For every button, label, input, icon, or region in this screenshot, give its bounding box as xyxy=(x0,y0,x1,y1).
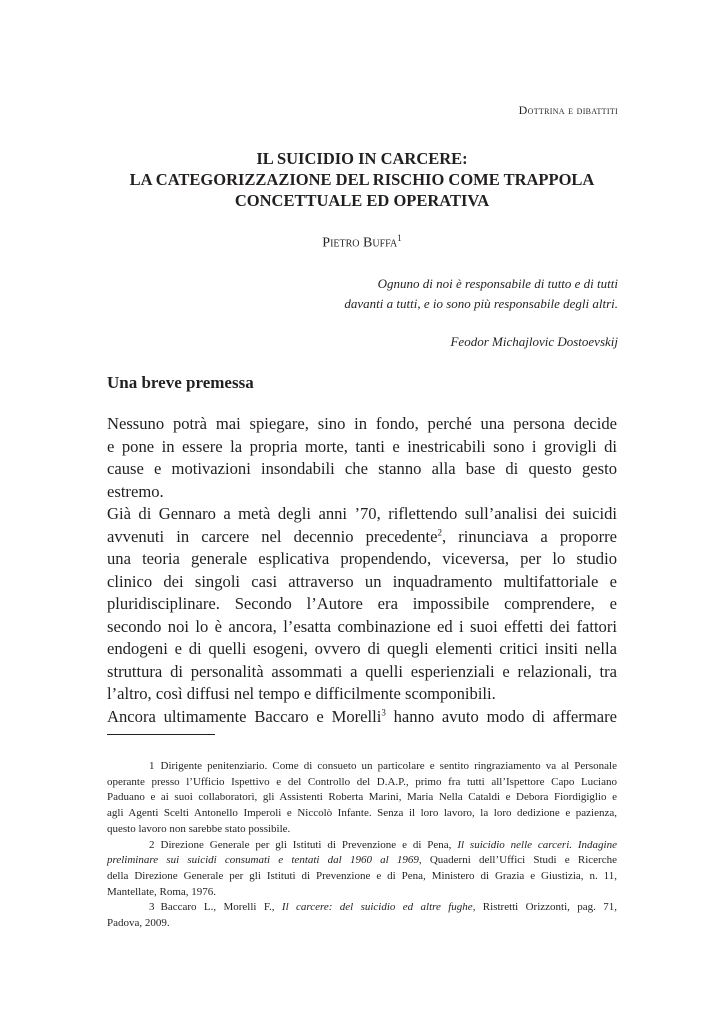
epigraph-attribution: Feodor Michajlovic Dostoevskij xyxy=(450,334,618,349)
body-line: e pone in essere la propria morte, tanti e inestricabili sono i grovigli di xyxy=(107,436,617,456)
title-line: LA CATEGORIZZAZIONE DEL RISCHIO COME TRAPPOLA xyxy=(129,170,595,189)
epigraph xyxy=(344,274,618,314)
title-line: CONCETTUALE ED OPERATIVA xyxy=(234,191,490,210)
footnote-line: Padova, 2009. xyxy=(107,917,170,930)
body-line: una teoria generale esplicativa propendendo, viceversa, per lo studio xyxy=(107,549,617,568)
footnote-title: Il suicidio nelle carceri. Indagine xyxy=(457,838,617,851)
body-line xyxy=(107,706,617,729)
footnote-text: Direzione Generale per gli Istituti di Prevenzione e di Pena, xyxy=(160,838,458,851)
footnote-number: 1 xyxy=(149,760,155,772)
footnote-line: della Direzione Generale per gli Istituti di Prevenzione e di Pena, Ministero di Grazia e Giustizia, n. 11, xyxy=(107,869,617,882)
footnote-line xyxy=(107,900,617,916)
running-head: Dottrina e dibattiti xyxy=(518,103,618,117)
body-text-segment: avvenuti in carcere nel decennio precedente xyxy=(107,526,438,546)
body-line xyxy=(107,526,617,549)
footnote-text: , Ristretti Orizzonti, pag. 71, xyxy=(472,901,617,914)
footnote-text: Baccaro L., Morelli F., xyxy=(160,901,282,914)
body-line: Nessuno potrà mai spiegare, sino in fondo, perché una persona decide xyxy=(107,414,617,433)
body-line: estremo. xyxy=(107,481,164,501)
body-text-segment: , rinunciava a proporre xyxy=(442,526,618,546)
author-byline xyxy=(107,233,617,252)
footnote-line: operante presso l’Ufficio Ispettivo e del Controllo del D.A.P., primo fra tutti all’Ispettore Capo Luciano xyxy=(107,775,617,788)
footnote-ref: 3 xyxy=(381,706,386,717)
footnote-line: questo lavoro non sarebbe stato possibile. xyxy=(107,822,291,835)
title-line: IL SUICIDIO IN CARCERE: xyxy=(256,149,468,168)
section-heading: Una breve premessa xyxy=(107,373,254,392)
body-line: cause e motivazioni insondabili che stanno alla base di questo gesto xyxy=(107,459,617,478)
body-line: clinico dei singoli casi attraverso un inquadramento multifattoriale e xyxy=(107,571,617,591)
body-line: endogeni e di quelli esogeni, ovvero di quegli elementi critici insiti nella xyxy=(107,639,617,658)
footnote-ref: 1 xyxy=(397,233,402,243)
epigraph-line: davanti a tutti, e io sono più responsabile degli altri. xyxy=(344,296,618,311)
footnote-title: Il carcere: del suicidio ed altre fughe xyxy=(281,901,473,914)
footnote-line xyxy=(107,838,617,854)
footnote-number: 3 xyxy=(149,901,155,914)
body-line: pluridisciplinare. Secondo l’Autore era impossibile comprendere, e xyxy=(107,594,617,613)
footnote-separator xyxy=(107,734,215,735)
body-text xyxy=(107,413,617,728)
article-title xyxy=(107,148,617,211)
author-name: Pietro Buffa xyxy=(322,235,398,251)
footnote-number: 2 xyxy=(149,838,155,851)
footnote-line xyxy=(107,853,617,869)
body-text-segment: Ancora ultimamente Baccaro e Morelli xyxy=(107,706,382,726)
footnote-text: Dirigente penitenziario. Come di consueto un particolare e sentito ringraziamento va al Personale xyxy=(160,760,617,772)
footnote-title: preliminare sui suicidi consumati e tentati dal 1960 al 1969 xyxy=(107,854,419,867)
footnote-line: Paduano e ai suoi collaboratori, gli Assistenti Roberta Marini, Maria Nella Cataldi e Debora Fiordigiglio e xyxy=(107,791,617,804)
body-text-segment: hanno avuto modo di affermare xyxy=(385,706,617,726)
epigraph-line: Ognuno di noi è responsabile di tutto e di tutti xyxy=(377,276,618,291)
footnote-text: , Quaderni dell’Uffici Studi e Ricerche xyxy=(418,854,617,867)
footnote-line: Mantellate, Roma, 1976. xyxy=(107,885,217,898)
body-line: l’altro, così diffusi nel tempo e difficilmente scomponibili. xyxy=(107,684,496,703)
footnotes xyxy=(107,759,617,932)
footnote-line xyxy=(107,759,617,775)
body-line: struttura di personalità assommati a quelli esperienziali e relazionali, tra xyxy=(107,661,617,681)
footnote-ref: 2 xyxy=(437,526,442,537)
body-line: secondo noi lo è ancora, l’esatta combinazione ed i suoi effetti dei fattori xyxy=(107,616,617,636)
footnote-line: agli Agenti Scelti Antonello Imperoli e Niccolò Infante. Senza il loro lavoro, la loro dedizione e pazienza, xyxy=(107,807,617,820)
body-line: Già di Gennaro a metà degli anni ’70, riflettendo sull’analisi dei suicidi xyxy=(107,504,617,523)
